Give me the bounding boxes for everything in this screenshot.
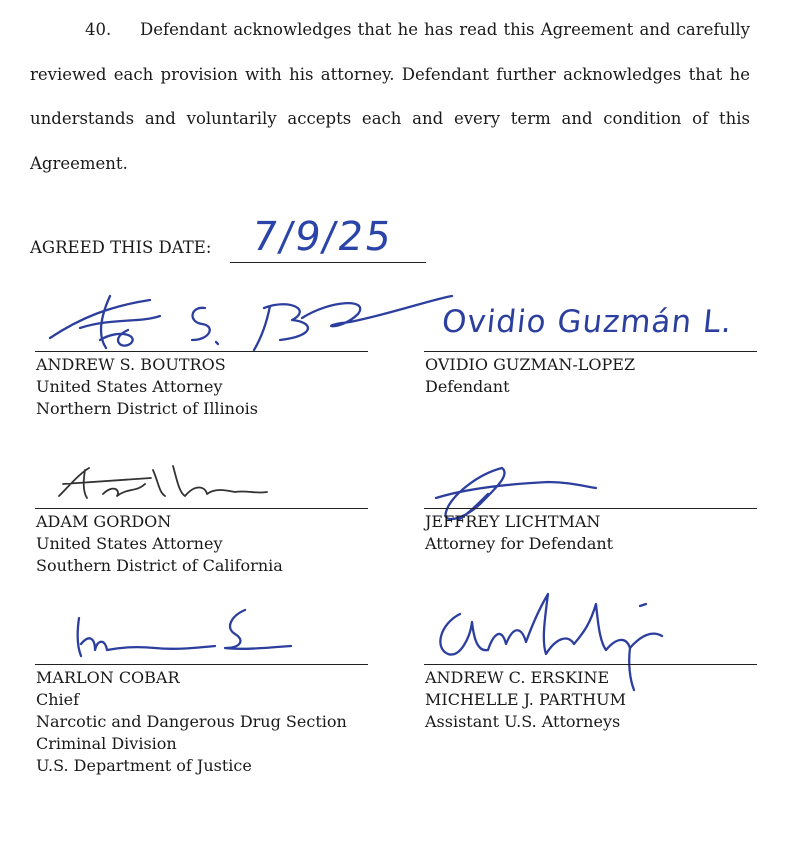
signatory-erskine [425,667,626,733]
signature-cobar [65,604,305,664]
signatory-name: JEFFREY LICHTMAN [425,512,601,531]
paragraph-text: Defendant acknowledges that he has read this Agreement and carefully reviewed each provision with his attorney. Defendant further acknowledges that he understands and voluntarily accepts each and every term and condition of this Agreement. [30,20,750,173]
signatory-title: Criminal Division [36,734,177,753]
signatory-title: Narcotic and Dangerous Drug Section [36,712,347,731]
signatory-name: OVIDIO GUZMAN-LOPEZ [425,355,636,374]
handwritten-date: 7/9/25 [248,214,396,260]
signatory-name: ADAM GORDON [36,512,172,531]
signature-line-boutros [35,351,368,352]
signature-guzman-lopez: Ovidio Guzmán L. [440,304,735,340]
signatory-cobar [36,667,347,777]
signature-line-erskine [424,664,757,665]
signatory-title: Chief [36,690,80,709]
signatory-title: Attorney for Defendant [425,534,614,553]
signatory-name: ANDREW S. BOUTROS [36,355,226,374]
signatory-title: United States Attorney [36,534,223,553]
signature-line-guzman-lopez [424,351,757,352]
date-line [230,262,426,263]
signatory-guzman-lopez [425,354,635,398]
signatory-title: Northern District of Illinois [36,399,258,418]
signature-line-lichtman [424,508,757,509]
signatory-name: MARLON COBAR [36,668,180,687]
signatory-name: MICHELLE J. PARTHUM [425,690,627,709]
signature-line-cobar [35,664,368,665]
signature-gordon [55,462,285,512]
paragraph-number: 40. [85,20,112,39]
signatory-title: U.S. Department of Justice [36,756,252,775]
signatory-lichtman [425,511,613,555]
signature-line-gordon [35,508,368,509]
signatory-title: Assistant U.S. Attorneys [425,712,621,731]
signatory-name: ANDREW C. ERSKINE [425,668,610,687]
signature-boutros [40,278,460,358]
signatory-title: United States Attorney [36,377,223,396]
agreed-date-label: AGREED THIS DATE: [30,238,212,257]
signatory-gordon [36,511,283,577]
paragraph-40 [30,8,750,186]
signatory-title: Southern District of California [36,556,283,575]
signatory-title: Defendant [425,377,510,396]
signatory-boutros [36,354,258,420]
